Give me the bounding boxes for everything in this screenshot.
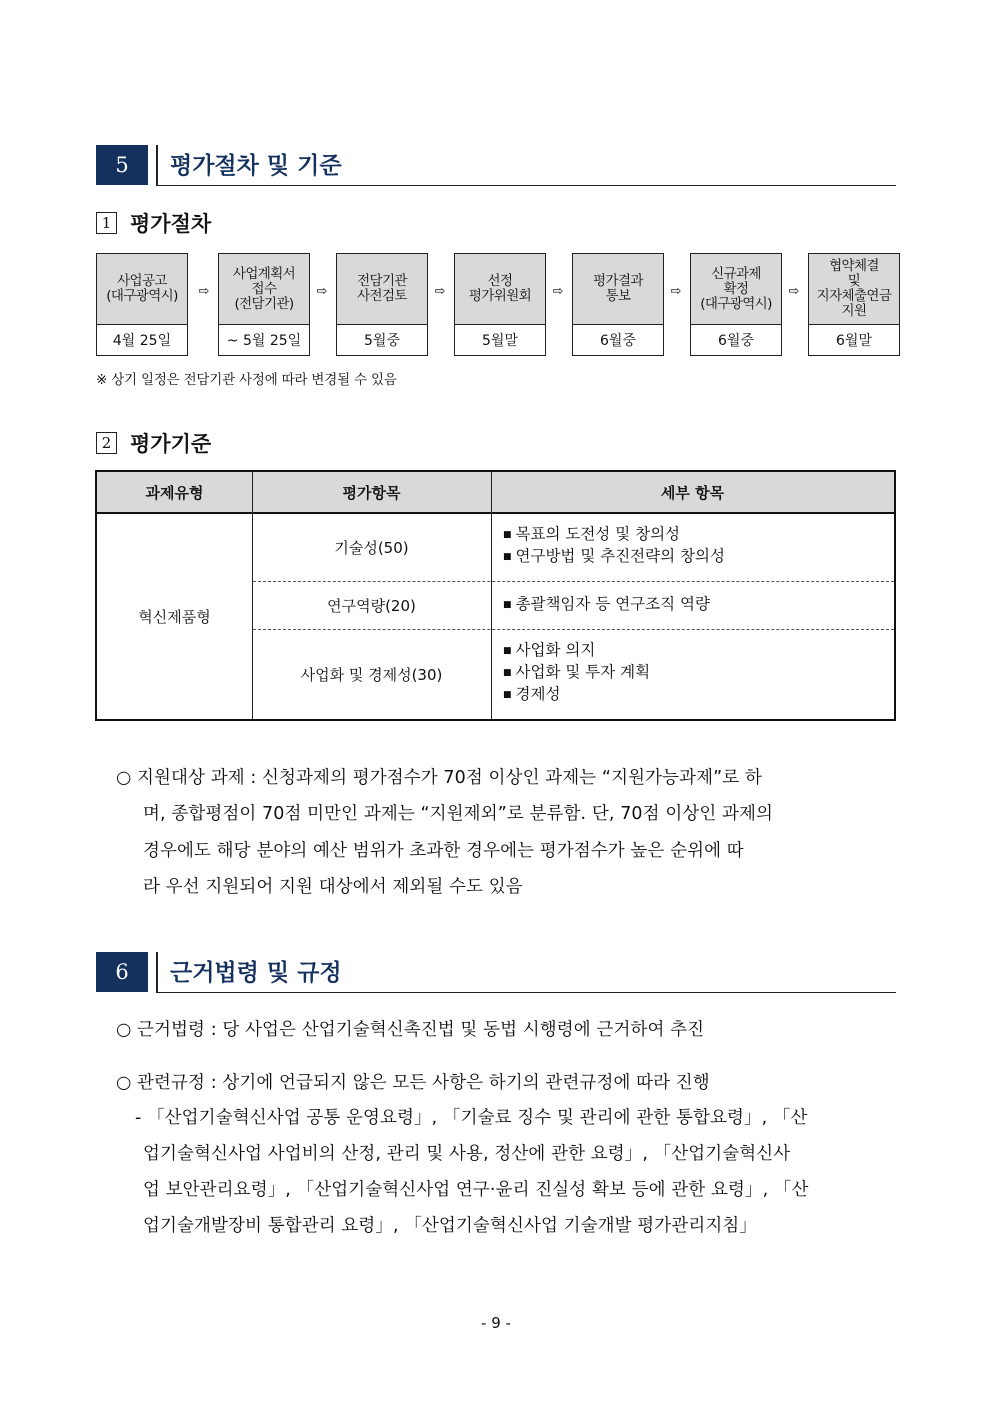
section-5-number: 5 xyxy=(96,145,148,185)
flow-step-label: 협약체결 및 지자체출연금 지원 xyxy=(816,258,892,319)
table-cell-item: 연구역량(20) xyxy=(327,597,416,615)
detail-item: ■ 연구방법 및 추진전략의 창의성 xyxy=(503,547,725,565)
subsection-1-title: 평가절차 xyxy=(130,212,212,236)
detail-item: ■ 총괄책임자 등 연구조직 역량 xyxy=(503,595,710,613)
flow-step-4 xyxy=(454,253,546,356)
flow-step-5 xyxy=(572,253,664,356)
section-6-underline xyxy=(156,992,896,993)
flow-step-label: 신규과제 확정 (대구광역시) xyxy=(700,265,772,312)
support-paragraph-line-2: 며, 종합평점이 70점 미만인 과제는 “지원제외”로 분류함. 단, 70점 이상인 과제의 xyxy=(143,804,774,824)
flow-step-date: ~ 5월 25일 xyxy=(226,333,302,349)
detail-item: ■ 사업화 의지 xyxy=(503,641,596,659)
section-6-number: 6 xyxy=(96,952,148,992)
table-cell-item: 사업화 및 경제성(30) xyxy=(300,666,443,684)
flow-step-label: 평가결과 통보 xyxy=(593,273,643,304)
subsection-1-number: 1 xyxy=(96,212,117,234)
table-cell-type: 혁신제품형 xyxy=(138,608,211,626)
table-header-type: 과제유형 xyxy=(97,472,252,514)
evaluation-criteria-table xyxy=(95,470,896,721)
table-column-divider xyxy=(491,472,492,719)
flow-step-date: 6월중 xyxy=(718,333,754,349)
flow-arrow-icon: ⇨ xyxy=(316,284,328,299)
flow-arrow-icon: ⇨ xyxy=(788,284,800,299)
detail-item: ■ 목표의 도전성 및 창의성 xyxy=(503,525,681,543)
flow-step-label: 사업공고 (대구광역시) xyxy=(106,273,178,304)
support-paragraph-line-4: 라 우선 지원되어 지원 대상에서 제외될 수도 있음 xyxy=(143,877,523,897)
subsection-2-title: 평가기준 xyxy=(130,432,212,456)
flow-step-date: 4월 25일 xyxy=(112,333,172,349)
flow-step-label: 전담기관 사전검토 xyxy=(357,273,407,304)
detail-item: ■ 사업화 및 투자 계획 xyxy=(503,663,651,681)
flow-step-label: 선정 평가위원회 xyxy=(468,273,532,304)
section-5-title: 평가절차 및 기준 xyxy=(170,153,342,179)
support-paragraph-line-3: 경우에도 해당 분야의 예산 범위가 초과한 경우에는 평가점수가 높은 순위에 따 xyxy=(143,841,744,861)
schedule-note: ※ 상기 일정은 전담기관 사정에 따라 변경될 수 있음 xyxy=(96,372,397,388)
flow-step-1 xyxy=(96,253,188,356)
subsection-2-number: 2 xyxy=(96,432,117,454)
flow-arrow-icon: ⇨ xyxy=(434,284,446,299)
rule-list-line-3: 업 보안관리요령」, 「산업기술혁신사업 연구·윤리 진실성 확보 등에 관한 요령」, 「산 xyxy=(143,1180,809,1200)
table-cell-item: 기술성(50) xyxy=(334,539,409,557)
rule-paragraph: ○ 관련규정 : 상기에 언급되지 않은 모든 사항은 하기의 관련규정에 따라 진행 xyxy=(116,1073,710,1093)
detail-item: ■ 경제성 xyxy=(503,685,561,703)
section-5-underline xyxy=(156,185,896,186)
flow-step-6 xyxy=(690,253,782,356)
table-header-detail: 세부 항목 xyxy=(491,472,894,514)
flow-step-date: 6월말 xyxy=(836,333,872,349)
page-number: - 9 - xyxy=(481,1314,511,1332)
support-paragraph-line-1: ○ 지원대상 과제 : 신청과제의 평가점수가 70점 이상인 과제는 “지원가능과제”로 하 xyxy=(116,768,762,788)
flow-step-label: 사업계획서 접수 (전담기관) xyxy=(232,265,296,312)
flow-step-date: 6월중 xyxy=(600,333,636,349)
law-paragraph: ○ 근거법령 : 당 사업은 산업기술혁신촉진법 및 동법 시행령에 근거하여 추진 xyxy=(116,1020,705,1040)
flow-step-7 xyxy=(808,253,900,356)
rule-list-line-1: - 「산업기술혁신사업 공통 운영요령」, 「기술료 징수 및 관리에 관한 통합요령」, 「산 xyxy=(135,1108,808,1128)
flow-step-3 xyxy=(336,253,428,356)
flow-step-2 xyxy=(218,253,310,356)
section-6-divider xyxy=(156,952,158,992)
table-header-item: 평가항목 xyxy=(252,472,491,514)
flow-step-date: 5월말 xyxy=(482,333,518,349)
section-5-divider xyxy=(156,145,158,185)
flow-arrow-icon: ⇨ xyxy=(552,284,564,299)
flow-arrow-icon: ⇨ xyxy=(198,284,210,299)
rule-list-line-4: 업기술개발장비 통합관리 요령」, 「산업기술혁신사업 기술개발 평가관리지침」 xyxy=(143,1216,757,1236)
flow-arrow-icon: ⇨ xyxy=(670,284,682,299)
flow-step-date: 5월중 xyxy=(364,333,400,349)
rule-list-line-2: 업기술혁신사업 사업비의 산정, 관리 및 사용, 정산에 관한 요령」, 「산업기술혁신사 xyxy=(143,1144,791,1164)
section-6-title: 근거법령 및 규정 xyxy=(170,960,342,986)
